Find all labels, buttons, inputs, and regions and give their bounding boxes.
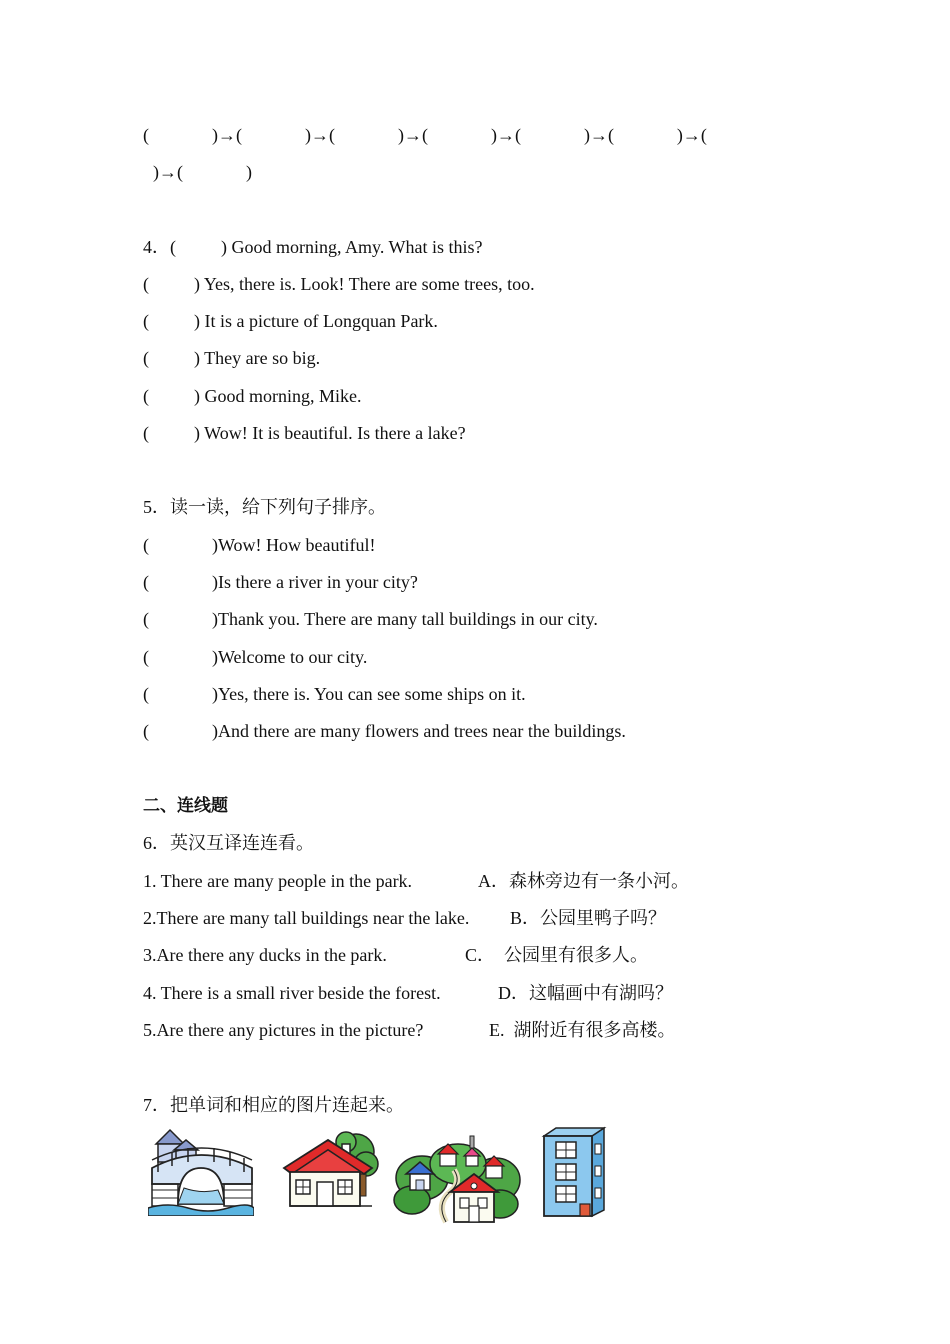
q4-line-3: ( ) It is a picture of Longquan Park. <box>143 311 438 331</box>
q5-line-6: ( )And there are many flowers and trees near the buildings. <box>143 721 626 741</box>
q6-en-2: 2.There are many tall buildings near the lake. <box>143 908 470 928</box>
q5-title: 5．读一读，给下列句子排序。 <box>143 497 386 517</box>
bridge-picture <box>148 1128 254 1216</box>
q6-zh-3: C． 公园里有很多人。 <box>465 945 649 965</box>
section-heading: 二、连线题 <box>143 796 228 816</box>
q3-sequence-line2: )→( ) <box>153 162 252 182</box>
q6-zh-2: B．公园里鸭子吗？ <box>510 908 667 928</box>
q6-en-4: 4. There is a small river beside the forest. <box>143 983 441 1003</box>
q5-line-5: ( )Yes, there is. You can see some ships on it. <box>143 684 526 704</box>
q6-zh-5: E. 湖附近有很多高楼。 <box>489 1020 676 1040</box>
q6-en-5: 5.Are there any pictures in the picture? <box>143 1020 424 1040</box>
q4-line-2: ( ) Yes, there is. Look! There are some trees, too. <box>143 274 535 294</box>
building-picture <box>540 1126 608 1218</box>
q6-en-3: 3.Are there any ducks in the park. <box>143 945 387 965</box>
q5-line-3: ( )Thank you. There are many tall buildings in our city. <box>143 609 598 629</box>
q4-line-5: ( ) Good morning, Mike. <box>143 386 362 406</box>
village-picture <box>392 1134 522 1224</box>
q5-line-2: ( )Is there a river in your city? <box>143 572 418 592</box>
q6-zh-4: D．这幅画中有湖吗？ <box>498 983 673 1003</box>
q4-line-4: ( ) They are so big. <box>143 348 321 368</box>
house-picture <box>280 1128 380 1210</box>
q4-line-6: ( ) Wow! It is beautiful. Is there a lake? <box>143 423 466 443</box>
q3-sequence-line1: ( )→( )→( )→( )→( )→( )→( <box>143 125 707 145</box>
q4-line-1: 4．( ) Good morning, Amy. What is this? <box>143 237 483 257</box>
q7-title: 7．把单词和相应的图片连起来。 <box>143 1095 404 1115</box>
q6-en-1: 1. There are many people in the park. <box>143 871 413 891</box>
q6-zh-1: A．森林旁边有一条小河。 <box>478 871 689 891</box>
q5-line-4: ( )Welcome to our city. <box>143 647 368 667</box>
q6-title: 6．英汉互译连连看。 <box>143 833 314 853</box>
q5-line-1: ( )Wow! How beautiful! <box>143 535 376 555</box>
